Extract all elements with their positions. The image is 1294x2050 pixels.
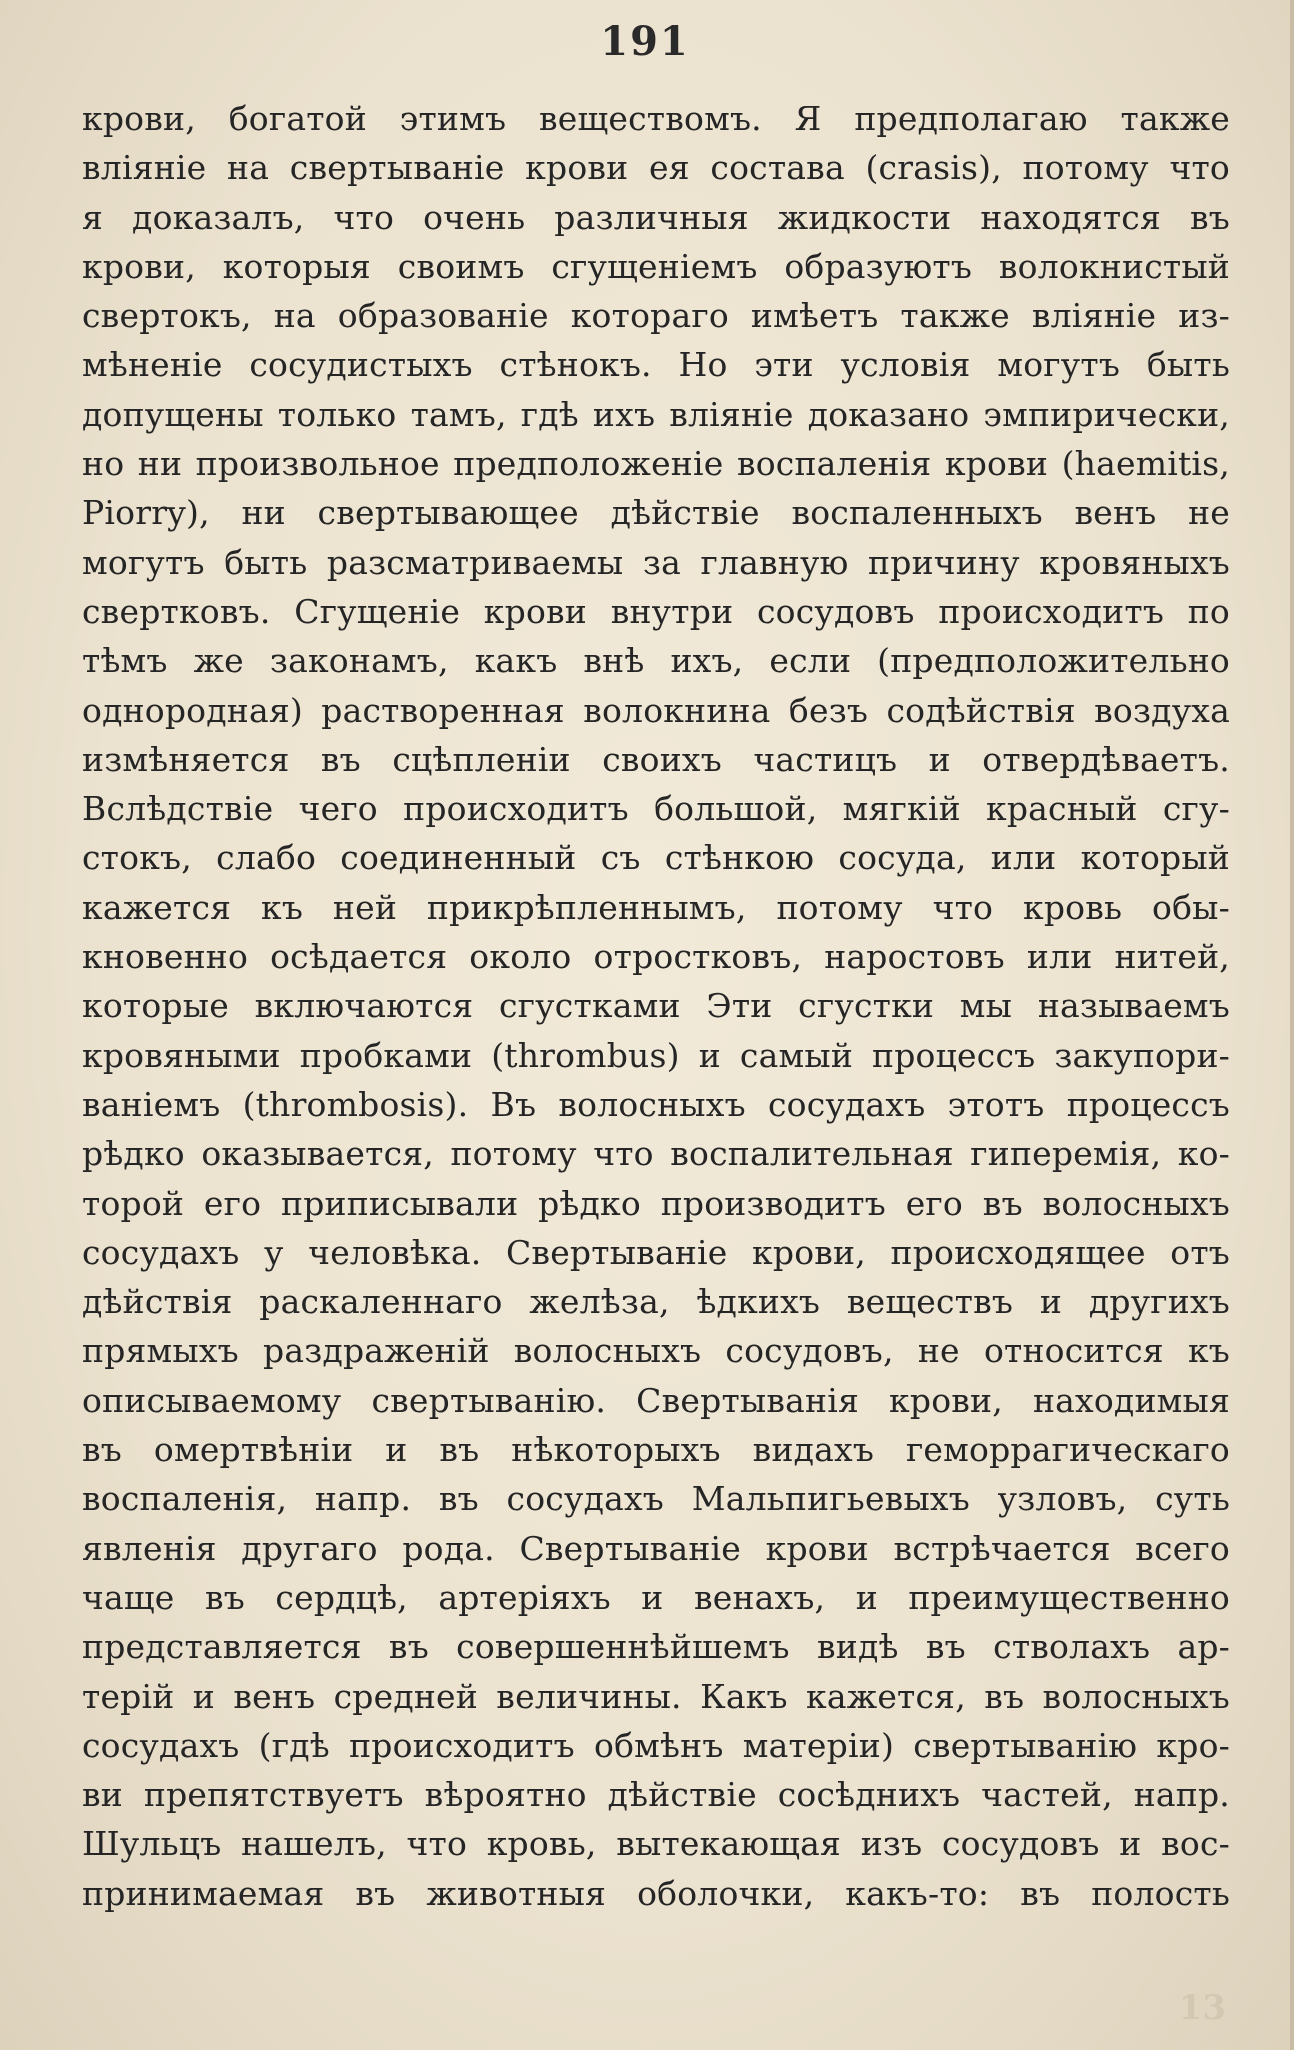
text-line: свертковъ. Сгущеніе крови внутри сосудовъ происходитъ по <box>82 591 1230 631</box>
text-line: мѣненіе сосудистыхъ стѣнокъ. Но эти условія могутъ быть <box>82 345 1230 385</box>
text-line: описываемому свертыванію. Свертыванія крови, находимыя <box>82 1380 1230 1420</box>
text-line: которые включаются сгустками Эти сгустки мы называемъ <box>82 986 1230 1026</box>
text-line: стокъ, слабо соединенный съ стѣнкою сосуда, или который <box>82 838 1230 878</box>
text-line: сосудахъ (гдѣ происходитъ обмѣнъ матеріи) свертыванію кро- <box>82 1725 1230 1765</box>
text-line: прямыхъ раздраженій волосныхъ сосудовъ, не относится къ <box>82 1331 1230 1371</box>
text-line: явленія другаго рода. Свертываніе крови встрѣчается всего <box>82 1528 1230 1568</box>
text-line: кровяными пробками (thrombus) и самый процессъ закупори- <box>82 1035 1230 1075</box>
text-line: терій и венъ средней величины. Какъ кажется, въ волосныхъ <box>82 1676 1230 1716</box>
text-line: дѣйствія раскаленнаго желѣза, ѣдкихъ веществъ и другихъ <box>82 1282 1230 1322</box>
text-line: торой его приписывали рѣдко производитъ его въ волосныхъ <box>82 1183 1230 1223</box>
text-line: ваніемъ (thrombosis). Въ волосныхъ сосудахъ этотъ процессъ <box>82 1084 1230 1124</box>
text-line: крови, которыя своимъ сгущеніемъ образуютъ волокнистый <box>82 246 1230 286</box>
text-line: ви препятствуетъ вѣроятно дѣйствіе сосѣднихъ частей, напр. <box>82 1775 1230 1815</box>
text-line: однородная) растворенная волокнина безъ содѣйствія воздуха <box>82 690 1230 730</box>
text-line: чаще въ сердцѣ, артеріяхъ и венахъ, и преимущественно <box>82 1577 1230 1617</box>
text-line: измѣняется въ сцѣпленіи своихъ частицъ и отвердѣваетъ. <box>82 739 1230 779</box>
text-line: Piorry), ни свертывающее дѣйствіе воспаленныхъ венъ не <box>82 493 1230 533</box>
text-line: свертокъ, на образованіе котораго имѣетъ также вліяніе из- <box>82 296 1230 336</box>
text-line: въ омертвѣніи и въ нѣкоторыхъ видахъ геморрагическаго <box>82 1430 1230 1470</box>
text-line: крови, богатой этимъ веществомъ. Я предполагаю также <box>82 99 1230 138</box>
text-line: тѣмъ же законамъ, какъ внѣ ихъ, если (предположительно <box>82 641 1230 681</box>
text-line: я доказалъ, что очень различныя жидкости находятся въ <box>82 197 1230 237</box>
text-line: вліяніе на свертываніе крови ея состава (crasis), потому что <box>82 148 1230 188</box>
text-line: сосудахъ у человѣка. Свертываніе крови, происходящее отъ <box>82 1232 1230 1272</box>
text-line: Шульцъ нашелъ, что кровь, вытекающая изъ сосудовъ и вос- <box>82 1824 1230 1864</box>
text-line: кажется къ ней прикрѣпленнымъ, потому что кровь обы- <box>82 887 1230 927</box>
text-line: рѣдко оказывается, потому что воспалительная гиперемія, ко- <box>82 1134 1230 1174</box>
faded-corner-mark: 13 <box>1178 1988 1226 2028</box>
text-line: могутъ быть разсматриваемы за главную причину кровяныхъ <box>82 542 1230 582</box>
text-line: кновенно осѣдается около отростковъ, наростовъ или нитей, <box>82 937 1230 977</box>
text-line: принимаемая въ животныя оболочки, какъ-то: въ полость <box>82 1873 1230 1913</box>
text-line: воспаленія, напр. въ сосудахъ Мальпигьевыхъ узловъ, суть <box>82 1479 1230 1519</box>
text-line: Вслѣдствіе чего происходитъ большой, мягкій красный сгу- <box>82 789 1230 829</box>
page-number: 191 <box>600 18 690 65</box>
text-line: но ни произвольное предположеніе воспаленія крови (haemitis, <box>82 444 1230 484</box>
text-line: представляется въ совершеннѣйшемъ видѣ въ стволахъ ар- <box>82 1627 1230 1667</box>
body-text <box>82 94 1230 1918</box>
text-line: допущены только тамъ, гдѣ ихъ вліяніе доказано эмпирически, <box>82 394 1230 434</box>
